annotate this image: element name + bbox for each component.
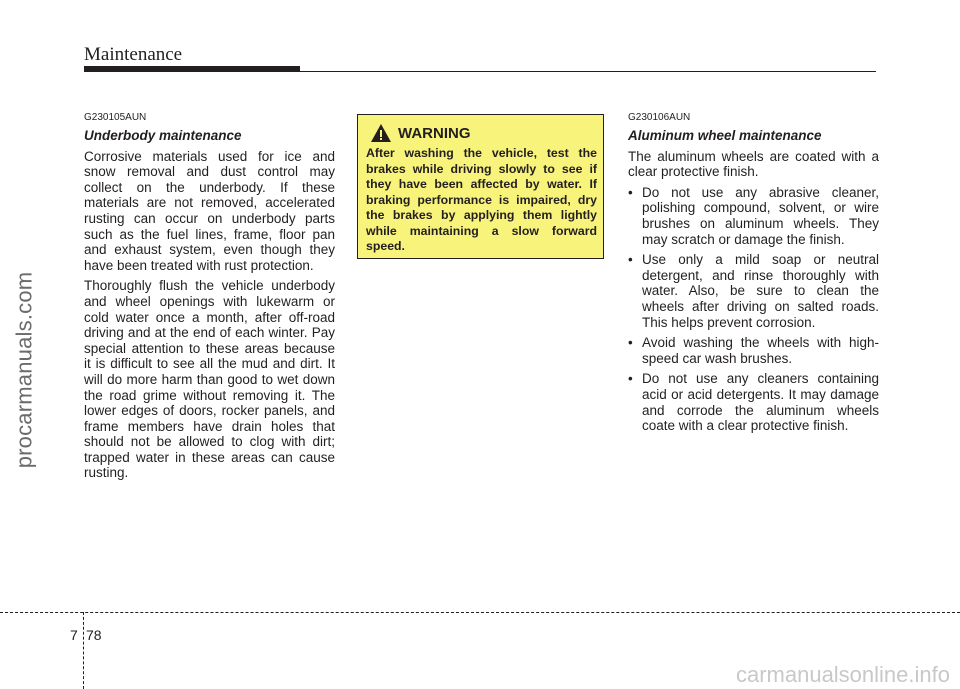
header-rule-thin (300, 71, 876, 72)
paragraph: Corrosive materials used for ice and snow removal and dust control may collect on the underbody. If these materials are not removed, accelerated rusting can occur on underbody parts such as the fuel lines, frame, floor pan and exhaust system, even though they have been treated with rust protection. (84, 148, 335, 273)
bullet-icon: • (628, 371, 633, 387)
bullet-list (628, 185, 879, 434)
paragraph: Thoroughly flush the vehicle underbody and wheel openings with lukewarm or cold water once a month, after off-road driving and at the end of each winter. Pay special attention to these areas because it is difficult to see all the mud and dirt. It will do more harm than good to wet down the road grime without removing it. The lower edges of doors, rocker panels, and frame members have drain holes that should not be allowed to clog with dirt; trapped water in these areas can cause rusting. (84, 278, 335, 481)
side-watermark-text: procarmanuals.com (11, 271, 36, 469)
header-rule-thick (84, 66, 300, 72)
list-item-text: Avoid washing the wheels with high-speed car wash brushes. (642, 335, 879, 366)
list-item-text: Do not use any cleaners containing acid or acid detergents. It may damage and corrode the aluminum wheels coate with a clear protective finish. (642, 371, 879, 434)
aluminum-wheel-section (628, 112, 879, 439)
page-number: 78 (86, 627, 102, 643)
warning-triangle-icon (370, 123, 392, 143)
list-item-text: Do not use any abrasive cleaner, polishing compound, solvent, or wire brushes on aluminum wheels. They may scratch or damage the finish. (642, 184, 879, 247)
list-item (628, 335, 879, 366)
list-item-text: Use only a mild soap or neutral detergent, and rinse thoroughly with water. Also, be sure to clean the wheels after driving on salted roads. This helps prevent corrosion. (642, 252, 879, 330)
section-code: G230106AUN (628, 112, 691, 123)
bullet-icon: • (628, 252, 633, 268)
side-watermark (4, 240, 44, 500)
page-header-title: Maintenance (84, 44, 183, 65)
section-code: G230105AUN (84, 112, 147, 123)
underbody-section (84, 112, 335, 486)
section-heading: Aluminum wheel maintenance (628, 128, 822, 143)
bullet-icon: • (628, 335, 633, 351)
list-item (628, 185, 879, 247)
list-item (628, 252, 879, 330)
list-item (628, 371, 879, 433)
bottom-watermark: carmanualsonline.info (735, 662, 950, 687)
warning-text: After washing the vehicle, test the brakes while driving slowly to see if they have been affected by water. If braking performance is impaired, dry the brakes by applying them lightly while maintaining a slow forward speed. (366, 146, 597, 253)
warning-title: WARNING (398, 124, 471, 142)
bullet-icon: • (628, 184, 633, 200)
warning-box (357, 114, 604, 259)
intro-paragraph: The aluminum wheels are coated with a clear protective finish. (628, 148, 879, 180)
section-heading: Underbody maintenance (84, 128, 242, 143)
footer-rule (0, 612, 960, 613)
footer-divider (83, 612, 84, 689)
warning-header (366, 123, 597, 143)
chapter-number: 7 (70, 627, 78, 643)
